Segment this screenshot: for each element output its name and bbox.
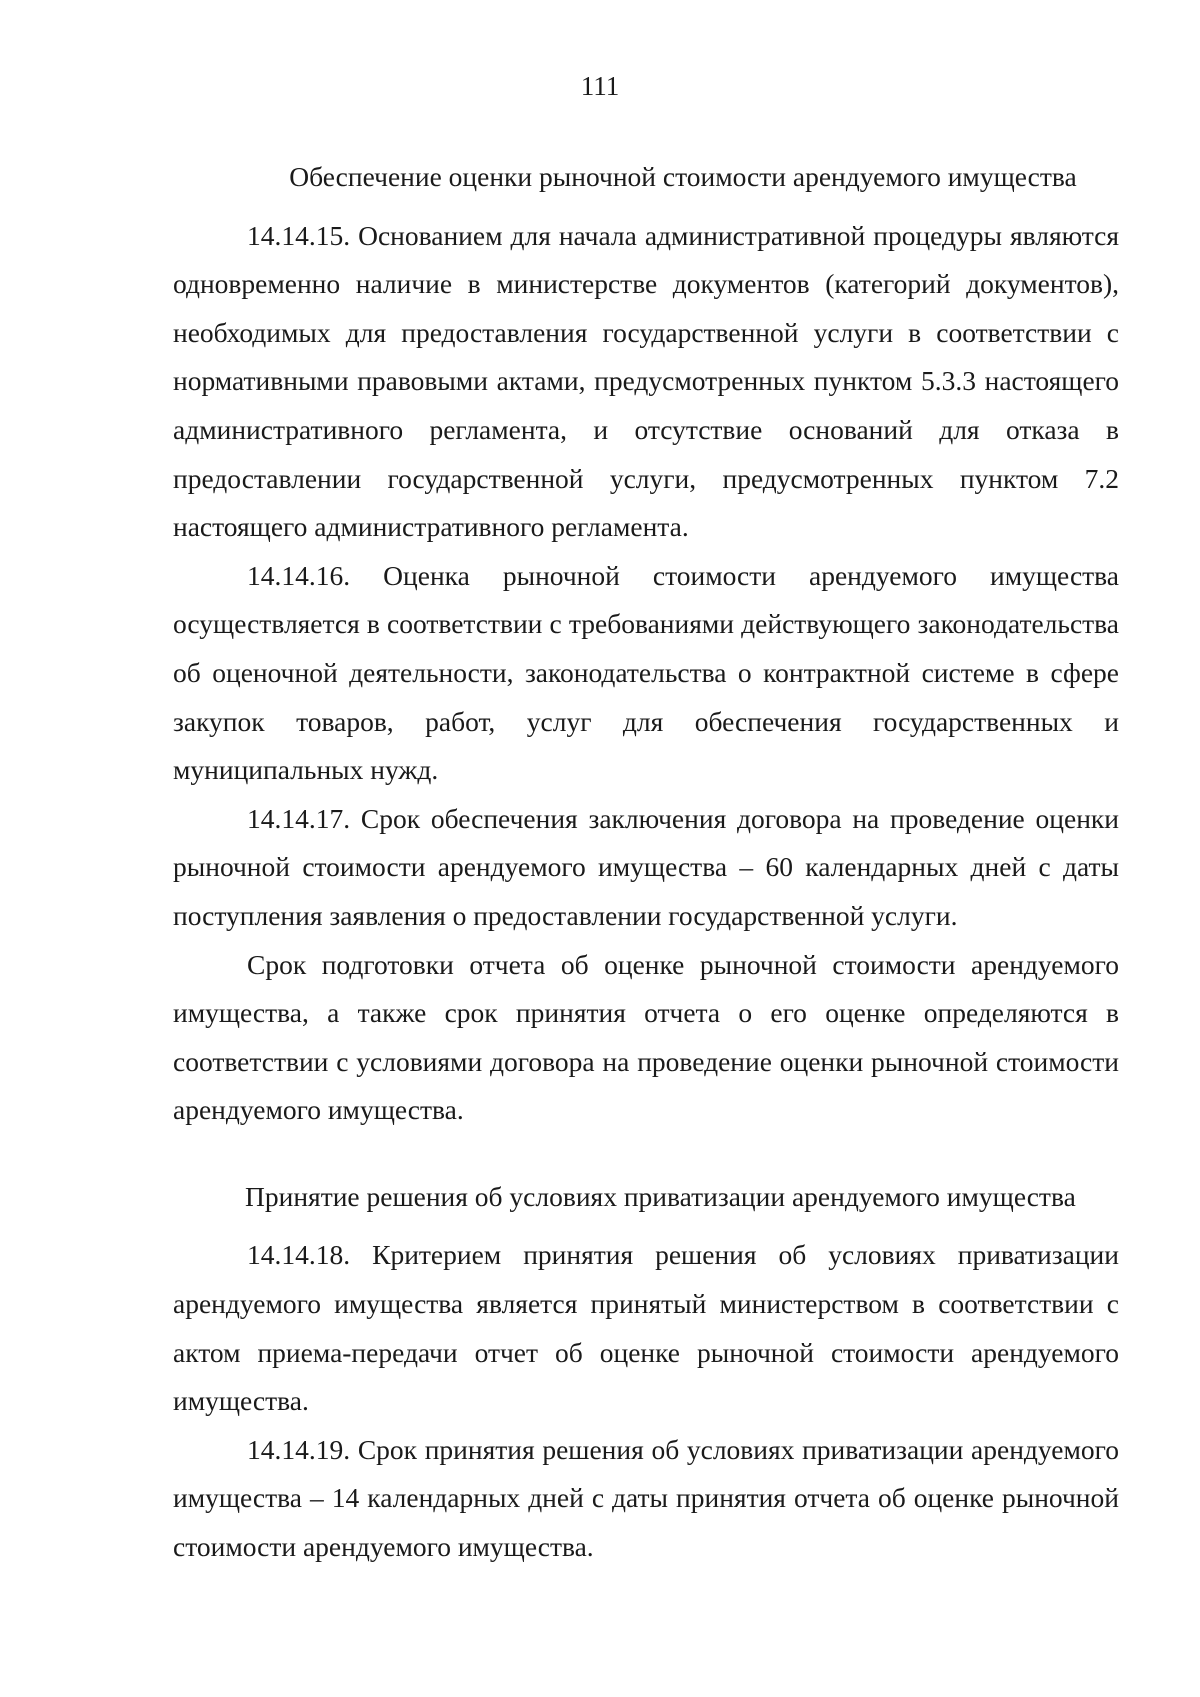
section-heading-privatization-decision: Принятие решения об условиях приватизации арендуемого имущества	[245, 1180, 1076, 1212]
paragraph-14-14-17: 14.14.17. Срок обеспечения заключения договора на проведение оценки рыночной стоимости арендуемого имущества – 60 календарных дней с даты поступления заявления о предоставлении государственной услуги.	[173, 802, 1119, 931]
paragraph-report-deadline: Срок подготовки отчета об оценке рыночной стоимости арендуемого имущества, а также срок принятия отчета о его оценке определяются в соответствии с условиями договора на проведение оценки рыночной стоимости арендуемого имущества.	[173, 948, 1119, 1126]
paragraph-14-14-16: 14.14.16. Оценка рыночной стоимости арендуемого имущества осуществляется в соответствии с требованиями действующего законодательства об оценочной деятельности, законодательства о контрактной системе в сфере закупок товаров, работ, услуг для обеспечения государственных и муниципальных нужд.	[173, 559, 1119, 786]
paragraph-14-14-15: 14.14.15. Основанием для начала административной процедуры являются одновременно наличие в министерстве документов (категорий документов), необходимых для предоставления государственной услуги в соответствии с нормативными правовыми актами, предусмотренных пунктом 5.3.3 настоящего административного регламента, и отсутствие оснований для отказа в предоставлении государственной услуги, предусмотренных пунктом 7.2 настоящего административного регламента.	[173, 219, 1119, 543]
paragraph-14-14-19: 14.14.19. Срок принятия решения об условиях приватизации арендуемого имущества – 14 календарных дней с даты принятия отчета об оценке рыночной стоимости арендуемого имущества.	[173, 1433, 1119, 1563]
page-number: 111	[580, 71, 620, 101]
spacer	[173, 1135, 1119, 1173]
section-heading-market-valuation: Обеспечение оценки рыночной стоимости арендуемого имущества	[289, 161, 1077, 192]
spacer	[173, 202, 1119, 212]
document-body	[173, 153, 1119, 1572]
paragraph-14-14-18: 14.14.18. Критерием принятия решения об условиях приватизации арендуемого имущества является принятый министерством в соответствии с актом приема-передачи отчет об оценке рыночной стоимости арендуемого имущества.	[173, 1239, 1119, 1417]
spacer	[173, 1221, 1119, 1231]
